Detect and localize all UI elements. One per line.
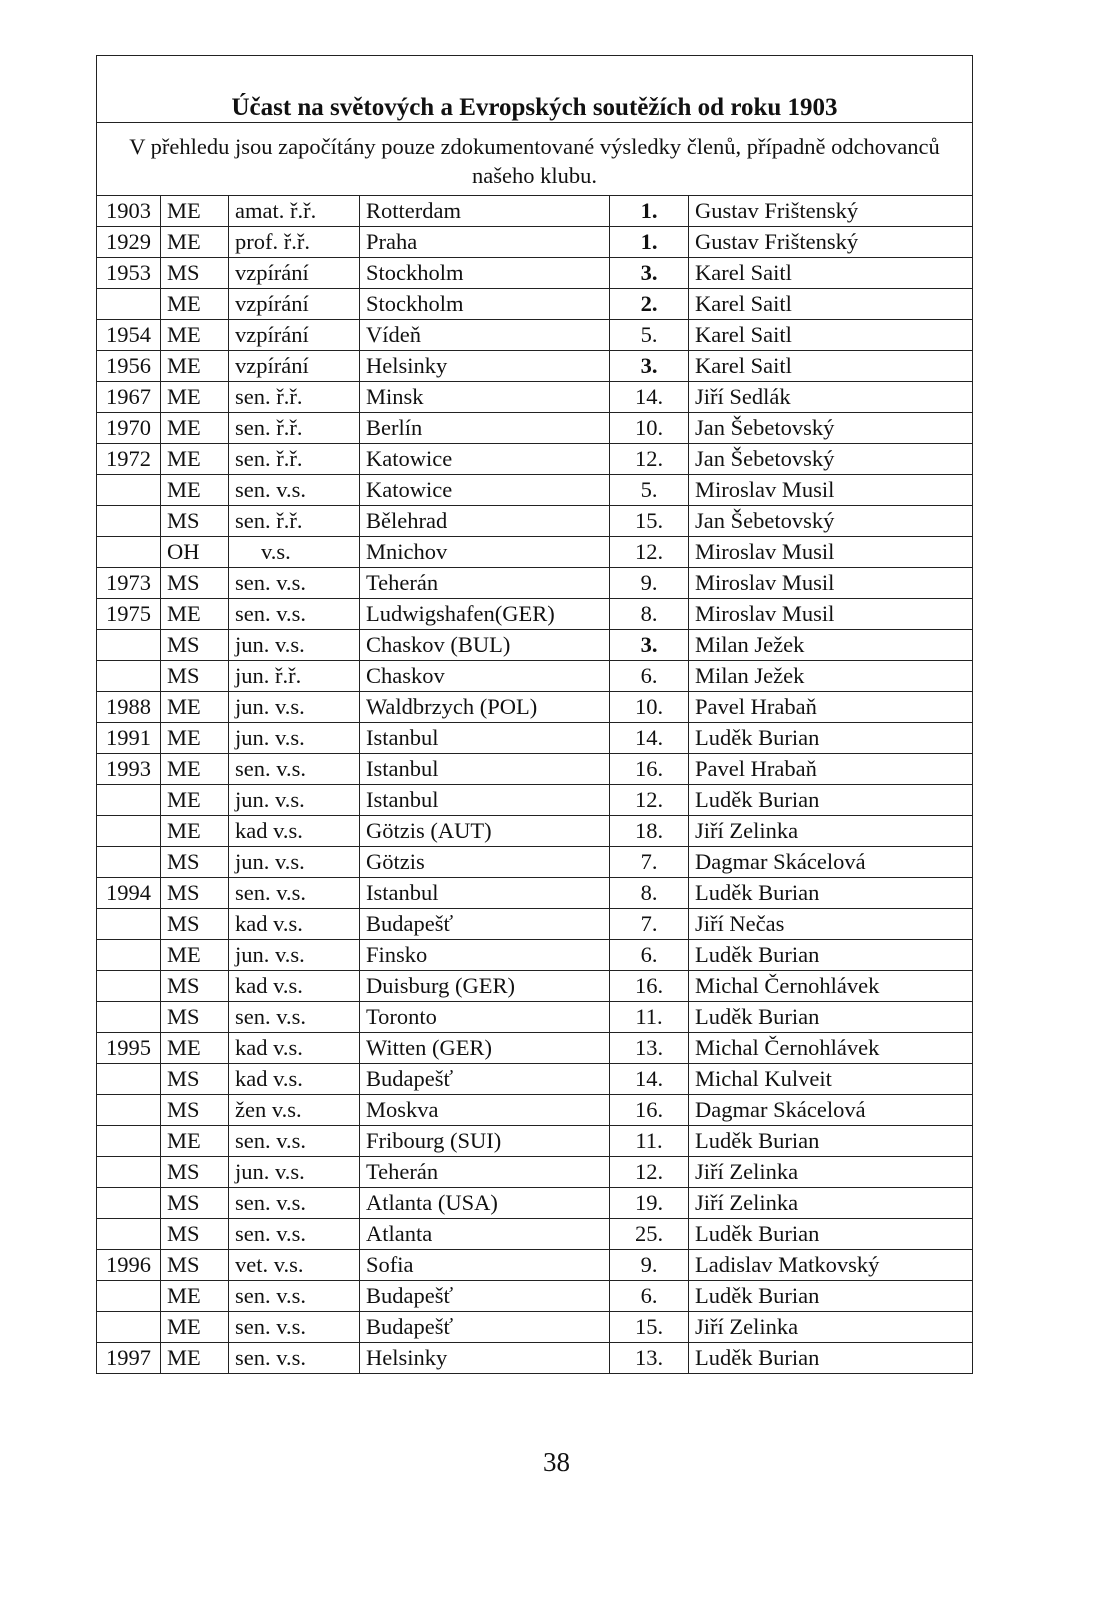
category-cell: kad v.s. bbox=[229, 1033, 360, 1064]
year-cell bbox=[97, 630, 161, 661]
table-row bbox=[97, 1250, 973, 1281]
year-cell: 1997 bbox=[97, 1343, 161, 1374]
type-cell: MS bbox=[161, 630, 229, 661]
place-cell: Budapešť bbox=[360, 909, 610, 940]
name-cell: Jiří Zelinka bbox=[689, 1188, 973, 1219]
name-cell: Gustav Frištenský bbox=[689, 227, 973, 258]
rank-cell: 1. bbox=[610, 227, 689, 258]
category-cell: sen. v.s. bbox=[229, 599, 360, 630]
page-title: Účast na světových a Evropských soutěžích od roku 1903 bbox=[97, 56, 972, 123]
year-cell: 1991 bbox=[97, 723, 161, 754]
rank-cell: 25. bbox=[610, 1219, 689, 1250]
category-cell: jun. v.s. bbox=[229, 1157, 360, 1188]
type-cell: ME bbox=[161, 1281, 229, 1312]
name-cell: Karel Saitl bbox=[689, 289, 973, 320]
rank-cell: 12. bbox=[610, 444, 689, 475]
rank-cell: 13. bbox=[610, 1033, 689, 1064]
table-row bbox=[97, 506, 973, 537]
place-cell: Teherán bbox=[360, 1157, 610, 1188]
rank-cell: 6. bbox=[610, 940, 689, 971]
type-cell: ME bbox=[161, 723, 229, 754]
results-table-body bbox=[97, 196, 973, 1374]
year-cell bbox=[97, 1281, 161, 1312]
rank-cell: 8. bbox=[610, 599, 689, 630]
category-cell: sen. ř.ř. bbox=[229, 413, 360, 444]
category-cell: sen. v.s. bbox=[229, 475, 360, 506]
name-cell: Miroslav Musil bbox=[689, 537, 973, 568]
rank-cell: 6. bbox=[610, 1281, 689, 1312]
place-cell: Chaskov (BUL) bbox=[360, 630, 610, 661]
type-cell: MS bbox=[161, 1188, 229, 1219]
name-cell: Milan Ježek bbox=[689, 630, 973, 661]
type-cell: MS bbox=[161, 1095, 229, 1126]
name-cell: Luděk Burian bbox=[689, 1343, 973, 1374]
place-cell: Atlanta bbox=[360, 1219, 610, 1250]
name-cell: Jiří Zelinka bbox=[689, 816, 973, 847]
rank-cell: 19. bbox=[610, 1188, 689, 1219]
page-number: 38 bbox=[543, 1447, 570, 1477]
table-row bbox=[97, 1188, 973, 1219]
category-cell: sen. ř.ř. bbox=[229, 444, 360, 475]
table-row bbox=[97, 289, 973, 320]
type-cell: ME bbox=[161, 1343, 229, 1374]
place-cell: Fribourg (SUI) bbox=[360, 1126, 610, 1157]
rank-cell: 1. bbox=[610, 196, 689, 227]
table-row bbox=[97, 1002, 973, 1033]
year-cell bbox=[97, 940, 161, 971]
type-cell: MS bbox=[161, 258, 229, 289]
year-cell bbox=[97, 816, 161, 847]
table-row bbox=[97, 1126, 973, 1157]
place-cell: Mnichov bbox=[360, 537, 610, 568]
name-cell: Jan Šebetovský bbox=[689, 413, 973, 444]
type-cell: ME bbox=[161, 475, 229, 506]
type-cell: ME bbox=[161, 1033, 229, 1064]
rank-cell: 12. bbox=[610, 785, 689, 816]
table-row bbox=[97, 909, 973, 940]
place-cell: Berlín bbox=[360, 413, 610, 444]
table-row bbox=[97, 1343, 973, 1374]
type-cell: ME bbox=[161, 692, 229, 723]
category-cell: sen. ř.ř. bbox=[229, 506, 360, 537]
type-cell: ME bbox=[161, 413, 229, 444]
year-cell bbox=[97, 847, 161, 878]
place-cell: Katowice bbox=[360, 475, 610, 506]
header-box bbox=[96, 55, 973, 195]
category-cell: kad v.s. bbox=[229, 971, 360, 1002]
place-cell: Ludwigshafen(GER) bbox=[360, 599, 610, 630]
type-cell: MS bbox=[161, 1002, 229, 1033]
name-cell: Jiří Sedlák bbox=[689, 382, 973, 413]
category-cell: žen v.s. bbox=[229, 1095, 360, 1126]
place-cell: Budapešť bbox=[360, 1064, 610, 1095]
year-cell: 1929 bbox=[97, 227, 161, 258]
category-cell: sen. v.s. bbox=[229, 754, 360, 785]
year-cell bbox=[97, 1002, 161, 1033]
category-cell: vet. v.s. bbox=[229, 1250, 360, 1281]
year-cell: 1903 bbox=[97, 196, 161, 227]
rank-cell: 14. bbox=[610, 723, 689, 754]
table-row bbox=[97, 599, 973, 630]
name-cell: Karel Saitl bbox=[689, 351, 973, 382]
rank-cell: 13. bbox=[610, 1343, 689, 1374]
name-cell: Michal Černohlávek bbox=[689, 971, 973, 1002]
rank-cell: 11. bbox=[610, 1002, 689, 1033]
type-cell: MS bbox=[161, 1064, 229, 1095]
place-cell: Moskva bbox=[360, 1095, 610, 1126]
place-cell: Budapešť bbox=[360, 1281, 610, 1312]
name-cell: Michal Černohlávek bbox=[689, 1033, 973, 1064]
category-cell: v.s. bbox=[229, 537, 360, 568]
category-cell: prof. ř.ř. bbox=[229, 227, 360, 258]
table-row bbox=[97, 940, 973, 971]
name-cell: Michal Kulveit bbox=[689, 1064, 973, 1095]
name-cell: Milan Ježek bbox=[689, 661, 973, 692]
table-row bbox=[97, 878, 973, 909]
type-cell: MS bbox=[161, 1250, 229, 1281]
category-cell: amat. ř.ř. bbox=[229, 196, 360, 227]
type-cell: MS bbox=[161, 971, 229, 1002]
name-cell: Jiří Zelinka bbox=[689, 1312, 973, 1343]
category-cell: vzpírání bbox=[229, 289, 360, 320]
table-row bbox=[97, 413, 973, 444]
year-cell bbox=[97, 909, 161, 940]
table-row bbox=[97, 258, 973, 289]
type-cell: MS bbox=[161, 506, 229, 537]
name-cell: Ladislav Matkovský bbox=[689, 1250, 973, 1281]
name-cell: Pavel Hrabaň bbox=[689, 692, 973, 723]
place-cell: Finsko bbox=[360, 940, 610, 971]
table-row bbox=[97, 661, 973, 692]
rank-cell: 16. bbox=[610, 1095, 689, 1126]
category-cell: jun. ř.ř. bbox=[229, 661, 360, 692]
name-cell: Miroslav Musil bbox=[689, 568, 973, 599]
rank-cell: 8. bbox=[610, 878, 689, 909]
name-cell: Jan Šebetovský bbox=[689, 444, 973, 475]
place-cell: Istanbul bbox=[360, 754, 610, 785]
place-cell: Sofia bbox=[360, 1250, 610, 1281]
rank-cell: 14. bbox=[610, 1064, 689, 1095]
table-row bbox=[97, 692, 973, 723]
name-cell: Jan Šebetovský bbox=[689, 506, 973, 537]
rank-cell: 15. bbox=[610, 1312, 689, 1343]
table-row bbox=[97, 382, 973, 413]
table-row bbox=[97, 1064, 973, 1095]
rank-cell: 3. bbox=[610, 630, 689, 661]
category-cell: kad v.s. bbox=[229, 816, 360, 847]
type-cell: MS bbox=[161, 909, 229, 940]
year-cell: 1975 bbox=[97, 599, 161, 630]
year-cell bbox=[97, 506, 161, 537]
table-row bbox=[97, 227, 973, 258]
place-cell: Rotterdam bbox=[360, 196, 610, 227]
place-cell: Chaskov bbox=[360, 661, 610, 692]
table-row bbox=[97, 1157, 973, 1188]
type-cell: ME bbox=[161, 816, 229, 847]
rank-cell: 5. bbox=[610, 320, 689, 351]
name-cell: Dagmar Skácelová bbox=[689, 1095, 973, 1126]
rank-cell: 10. bbox=[610, 413, 689, 444]
rank-cell: 6. bbox=[610, 661, 689, 692]
name-cell: Miroslav Musil bbox=[689, 475, 973, 506]
year-cell bbox=[97, 661, 161, 692]
type-cell: ME bbox=[161, 1126, 229, 1157]
results-sheet bbox=[96, 55, 973, 1374]
category-cell: jun. v.s. bbox=[229, 940, 360, 971]
category-cell: vzpírání bbox=[229, 320, 360, 351]
category-cell: sen. v.s. bbox=[229, 1343, 360, 1374]
table-row bbox=[97, 320, 973, 351]
table-row bbox=[97, 785, 973, 816]
year-cell: 1970 bbox=[97, 413, 161, 444]
category-cell: sen. v.s. bbox=[229, 1002, 360, 1033]
table-row bbox=[97, 1281, 973, 1312]
year-cell bbox=[97, 1188, 161, 1219]
table-row bbox=[97, 475, 973, 506]
rank-cell: 16. bbox=[610, 971, 689, 1002]
type-cell: ME bbox=[161, 940, 229, 971]
rank-cell: 11. bbox=[610, 1126, 689, 1157]
place-cell: Götzis bbox=[360, 847, 610, 878]
type-cell: ME bbox=[161, 289, 229, 320]
place-cell: Waldbrzych (POL) bbox=[360, 692, 610, 723]
place-cell: Duisburg (GER) bbox=[360, 971, 610, 1002]
table-row bbox=[97, 630, 973, 661]
place-cell: Minsk bbox=[360, 382, 610, 413]
rank-cell: 9. bbox=[610, 568, 689, 599]
category-cell: jun. v.s. bbox=[229, 630, 360, 661]
place-cell: Götzis (AUT) bbox=[360, 816, 610, 847]
rank-cell: 16. bbox=[610, 754, 689, 785]
name-cell: Jiří Nečas bbox=[689, 909, 973, 940]
name-cell: Luděk Burian bbox=[689, 940, 973, 971]
name-cell: Gustav Frištenský bbox=[689, 196, 973, 227]
category-cell: jun. v.s. bbox=[229, 847, 360, 878]
table-row bbox=[97, 971, 973, 1002]
place-cell: Helsinky bbox=[360, 1343, 610, 1374]
type-cell: ME bbox=[161, 1312, 229, 1343]
rank-cell: 7. bbox=[610, 909, 689, 940]
type-cell: ME bbox=[161, 227, 229, 258]
table-row bbox=[97, 816, 973, 847]
category-cell: sen. ř.ř. bbox=[229, 382, 360, 413]
place-cell: Budapešť bbox=[360, 1312, 610, 1343]
place-cell: Katowice bbox=[360, 444, 610, 475]
name-cell: Luděk Burian bbox=[689, 785, 973, 816]
place-cell: Teherán bbox=[360, 568, 610, 599]
table-row bbox=[97, 1219, 973, 1250]
name-cell: Luděk Burian bbox=[689, 1281, 973, 1312]
type-cell: MS bbox=[161, 1219, 229, 1250]
year-cell: 1995 bbox=[97, 1033, 161, 1064]
table-row bbox=[97, 1095, 973, 1126]
place-cell: Istanbul bbox=[360, 785, 610, 816]
type-cell: MS bbox=[161, 568, 229, 599]
year-cell: 1956 bbox=[97, 351, 161, 382]
category-cell: sen. v.s. bbox=[229, 1312, 360, 1343]
name-cell: Luděk Burian bbox=[689, 1126, 973, 1157]
rank-cell: 7. bbox=[610, 847, 689, 878]
place-cell: Vídeň bbox=[360, 320, 610, 351]
type-cell: ME bbox=[161, 320, 229, 351]
rank-cell: 2. bbox=[610, 289, 689, 320]
name-cell: Pavel Hrabaň bbox=[689, 754, 973, 785]
year-cell: 1967 bbox=[97, 382, 161, 413]
place-cell: Istanbul bbox=[360, 878, 610, 909]
name-cell: Luděk Burian bbox=[689, 1002, 973, 1033]
type-cell: MS bbox=[161, 1157, 229, 1188]
rank-cell: 10. bbox=[610, 692, 689, 723]
name-cell: Miroslav Musil bbox=[689, 599, 973, 630]
table-row bbox=[97, 754, 973, 785]
place-cell: Stockholm bbox=[360, 289, 610, 320]
category-cell: jun. v.s. bbox=[229, 785, 360, 816]
year-cell bbox=[97, 289, 161, 320]
year-cell bbox=[97, 971, 161, 1002]
results-table bbox=[96, 195, 973, 1374]
category-cell: vzpírání bbox=[229, 351, 360, 382]
category-cell: kad v.s. bbox=[229, 1064, 360, 1095]
year-cell: 1973 bbox=[97, 568, 161, 599]
place-cell: Helsinky bbox=[360, 351, 610, 382]
type-cell: ME bbox=[161, 444, 229, 475]
rank-cell: 5. bbox=[610, 475, 689, 506]
rank-cell: 9. bbox=[610, 1250, 689, 1281]
place-cell: Atlanta (USA) bbox=[360, 1188, 610, 1219]
table-row bbox=[97, 1312, 973, 1343]
year-cell: 1996 bbox=[97, 1250, 161, 1281]
rank-cell: 12. bbox=[610, 537, 689, 568]
rank-cell: 18. bbox=[610, 816, 689, 847]
category-cell: kad v.s. bbox=[229, 909, 360, 940]
place-cell: Toronto bbox=[360, 1002, 610, 1033]
table-row bbox=[97, 723, 973, 754]
category-cell: sen. v.s. bbox=[229, 568, 360, 599]
name-cell: Karel Saitl bbox=[689, 320, 973, 351]
table-row bbox=[97, 847, 973, 878]
year-cell: 1993 bbox=[97, 754, 161, 785]
year-cell bbox=[97, 785, 161, 816]
category-cell: jun. v.s. bbox=[229, 723, 360, 754]
type-cell: ME bbox=[161, 196, 229, 227]
table-row bbox=[97, 1033, 973, 1064]
type-cell: ME bbox=[161, 754, 229, 785]
rank-cell: 3. bbox=[610, 351, 689, 382]
category-cell: sen. v.s. bbox=[229, 1126, 360, 1157]
name-cell: Karel Saitl bbox=[689, 258, 973, 289]
year-cell bbox=[97, 475, 161, 506]
name-cell: Luděk Burian bbox=[689, 723, 973, 754]
year-cell bbox=[97, 537, 161, 568]
category-cell: sen. v.s. bbox=[229, 1281, 360, 1312]
page-subtitle: V přehledu jsou započítány pouze zdokumentované výsledky členů, případně odchovanců našeho klubu. bbox=[129, 134, 940, 188]
rank-cell: 15. bbox=[610, 506, 689, 537]
table-row bbox=[97, 351, 973, 382]
category-cell: sen. v.s. bbox=[229, 878, 360, 909]
year-cell bbox=[97, 1219, 161, 1250]
place-cell: Praha bbox=[360, 227, 610, 258]
type-cell: ME bbox=[161, 599, 229, 630]
rank-cell: 12. bbox=[610, 1157, 689, 1188]
type-cell: MS bbox=[161, 847, 229, 878]
table-row bbox=[97, 196, 973, 227]
category-cell: vzpírání bbox=[229, 258, 360, 289]
place-cell: Witten (GER) bbox=[360, 1033, 610, 1064]
type-cell: MS bbox=[161, 661, 229, 692]
year-cell bbox=[97, 1064, 161, 1095]
name-cell: Dagmar Skácelová bbox=[689, 847, 973, 878]
type-cell: ME bbox=[161, 382, 229, 413]
type-cell: ME bbox=[161, 351, 229, 382]
category-cell: jun. v.s. bbox=[229, 692, 360, 723]
name-cell: Jiří Zelinka bbox=[689, 1157, 973, 1188]
year-cell: 1954 bbox=[97, 320, 161, 351]
year-cell: 1953 bbox=[97, 258, 161, 289]
type-cell: OH bbox=[161, 537, 229, 568]
year-cell bbox=[97, 1126, 161, 1157]
table-row bbox=[97, 568, 973, 599]
category-cell: sen. v.s. bbox=[229, 1188, 360, 1219]
type-cell: MS bbox=[161, 878, 229, 909]
year-cell bbox=[97, 1312, 161, 1343]
place-cell: Istanbul bbox=[360, 723, 610, 754]
year-cell: 1994 bbox=[97, 878, 161, 909]
table-row bbox=[97, 444, 973, 475]
year-cell bbox=[97, 1157, 161, 1188]
rank-cell: 3. bbox=[610, 258, 689, 289]
place-cell: Bělehrad bbox=[360, 506, 610, 537]
place-cell: Stockholm bbox=[360, 258, 610, 289]
rank-cell: 14. bbox=[610, 382, 689, 413]
name-cell: Luděk Burian bbox=[689, 1219, 973, 1250]
category-cell: sen. v.s. bbox=[229, 1219, 360, 1250]
year-cell: 1972 bbox=[97, 444, 161, 475]
table-row bbox=[97, 537, 973, 568]
type-cell: ME bbox=[161, 785, 229, 816]
year-cell: 1988 bbox=[97, 692, 161, 723]
year-cell bbox=[97, 1095, 161, 1126]
name-cell: Luděk Burian bbox=[689, 878, 973, 909]
